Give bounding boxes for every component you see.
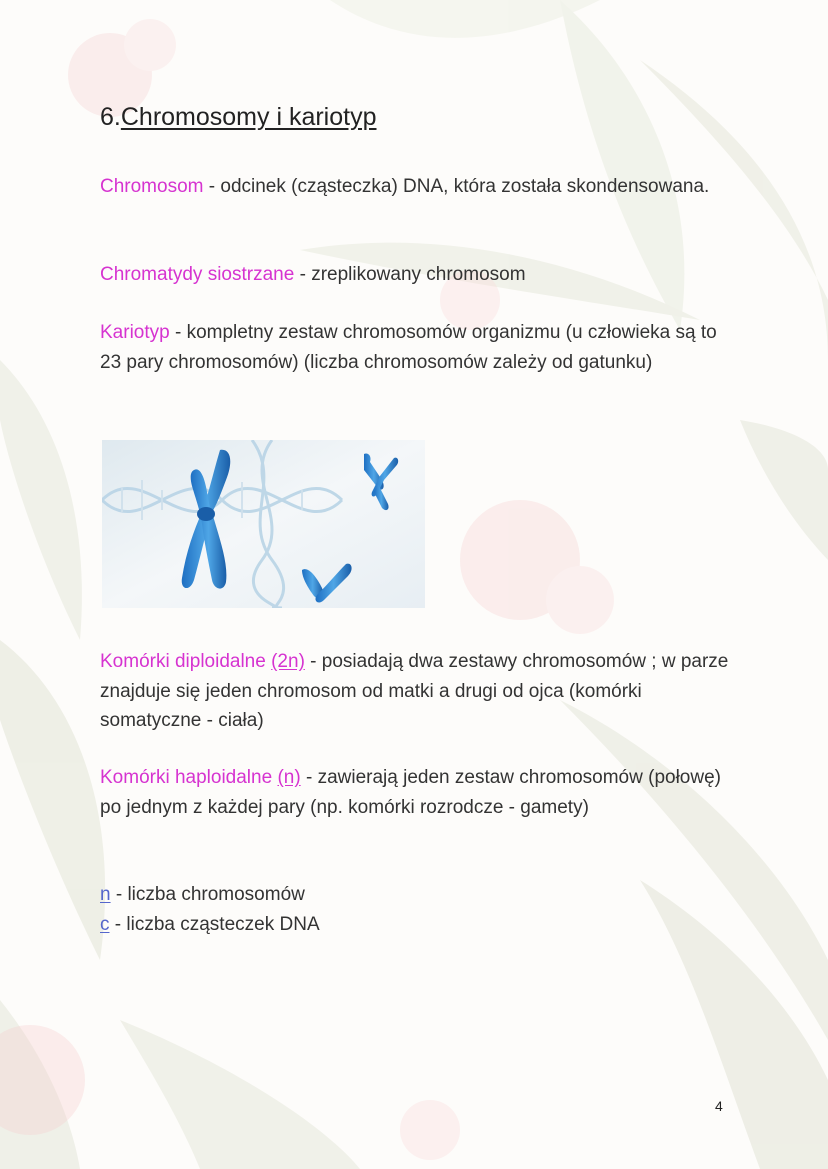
legend-symbol: n xyxy=(100,884,111,905)
symbol-legend xyxy=(100,880,740,939)
definition-text: kompletny zestaw chromosomów organizmu (u człowieka są to 23 pary chromosomów) (liczba chromosomów zależy od gatunku) xyxy=(100,322,717,373)
page-number: 4 xyxy=(715,1098,723,1114)
definition-term: Chromatydy siostrzane xyxy=(100,264,295,285)
cell-haploid xyxy=(100,763,740,822)
definition-kariotyp xyxy=(100,318,740,377)
cell-term: Komórki diploidalne xyxy=(100,651,266,672)
definition-text: zreplikowany chromosom xyxy=(311,264,526,285)
section-heading xyxy=(100,100,377,134)
definition-text: odcinek (cząsteczka) DNA, która została skondensowana. xyxy=(220,176,710,197)
definition-separator: - xyxy=(294,264,312,285)
definition-separator: - xyxy=(203,176,221,197)
heading-title: Chromosomy i kariotyp xyxy=(120,103,377,131)
cell-symbol: (n) xyxy=(277,767,301,788)
cell-symbol: (2n) xyxy=(271,651,305,672)
cell-term: Komórki haploidalne xyxy=(100,767,273,788)
cell-text: posiadają dwa zestawy chromosomów ; w parze znajduje się jeden chromosom od matki a drugi od ojca (komórki somatyczne - ciała) xyxy=(100,651,729,731)
definition-chromosom xyxy=(100,172,740,202)
definition-term: Chromosom xyxy=(100,176,204,197)
definition-chromatydy xyxy=(100,260,740,290)
legend-symbol: c xyxy=(100,913,110,935)
definition-separator: - xyxy=(169,322,187,343)
legend-text: - liczba chromosomów xyxy=(110,884,305,905)
definition-term: Kariotyp xyxy=(100,322,170,343)
chromosome-illustration xyxy=(102,440,425,608)
legend-text: - liczba cząsteczek DNA xyxy=(109,913,320,935)
cell-separator: - xyxy=(300,767,318,788)
cell-separator: - xyxy=(304,651,322,672)
heading-number: 6. xyxy=(100,103,121,131)
cell-text: zawierają jeden zestaw chromosomów (połowę) po jednym z każdej pary (np. komórki rozrodcze - gamety) xyxy=(100,767,721,818)
cell-diploid xyxy=(100,647,740,736)
